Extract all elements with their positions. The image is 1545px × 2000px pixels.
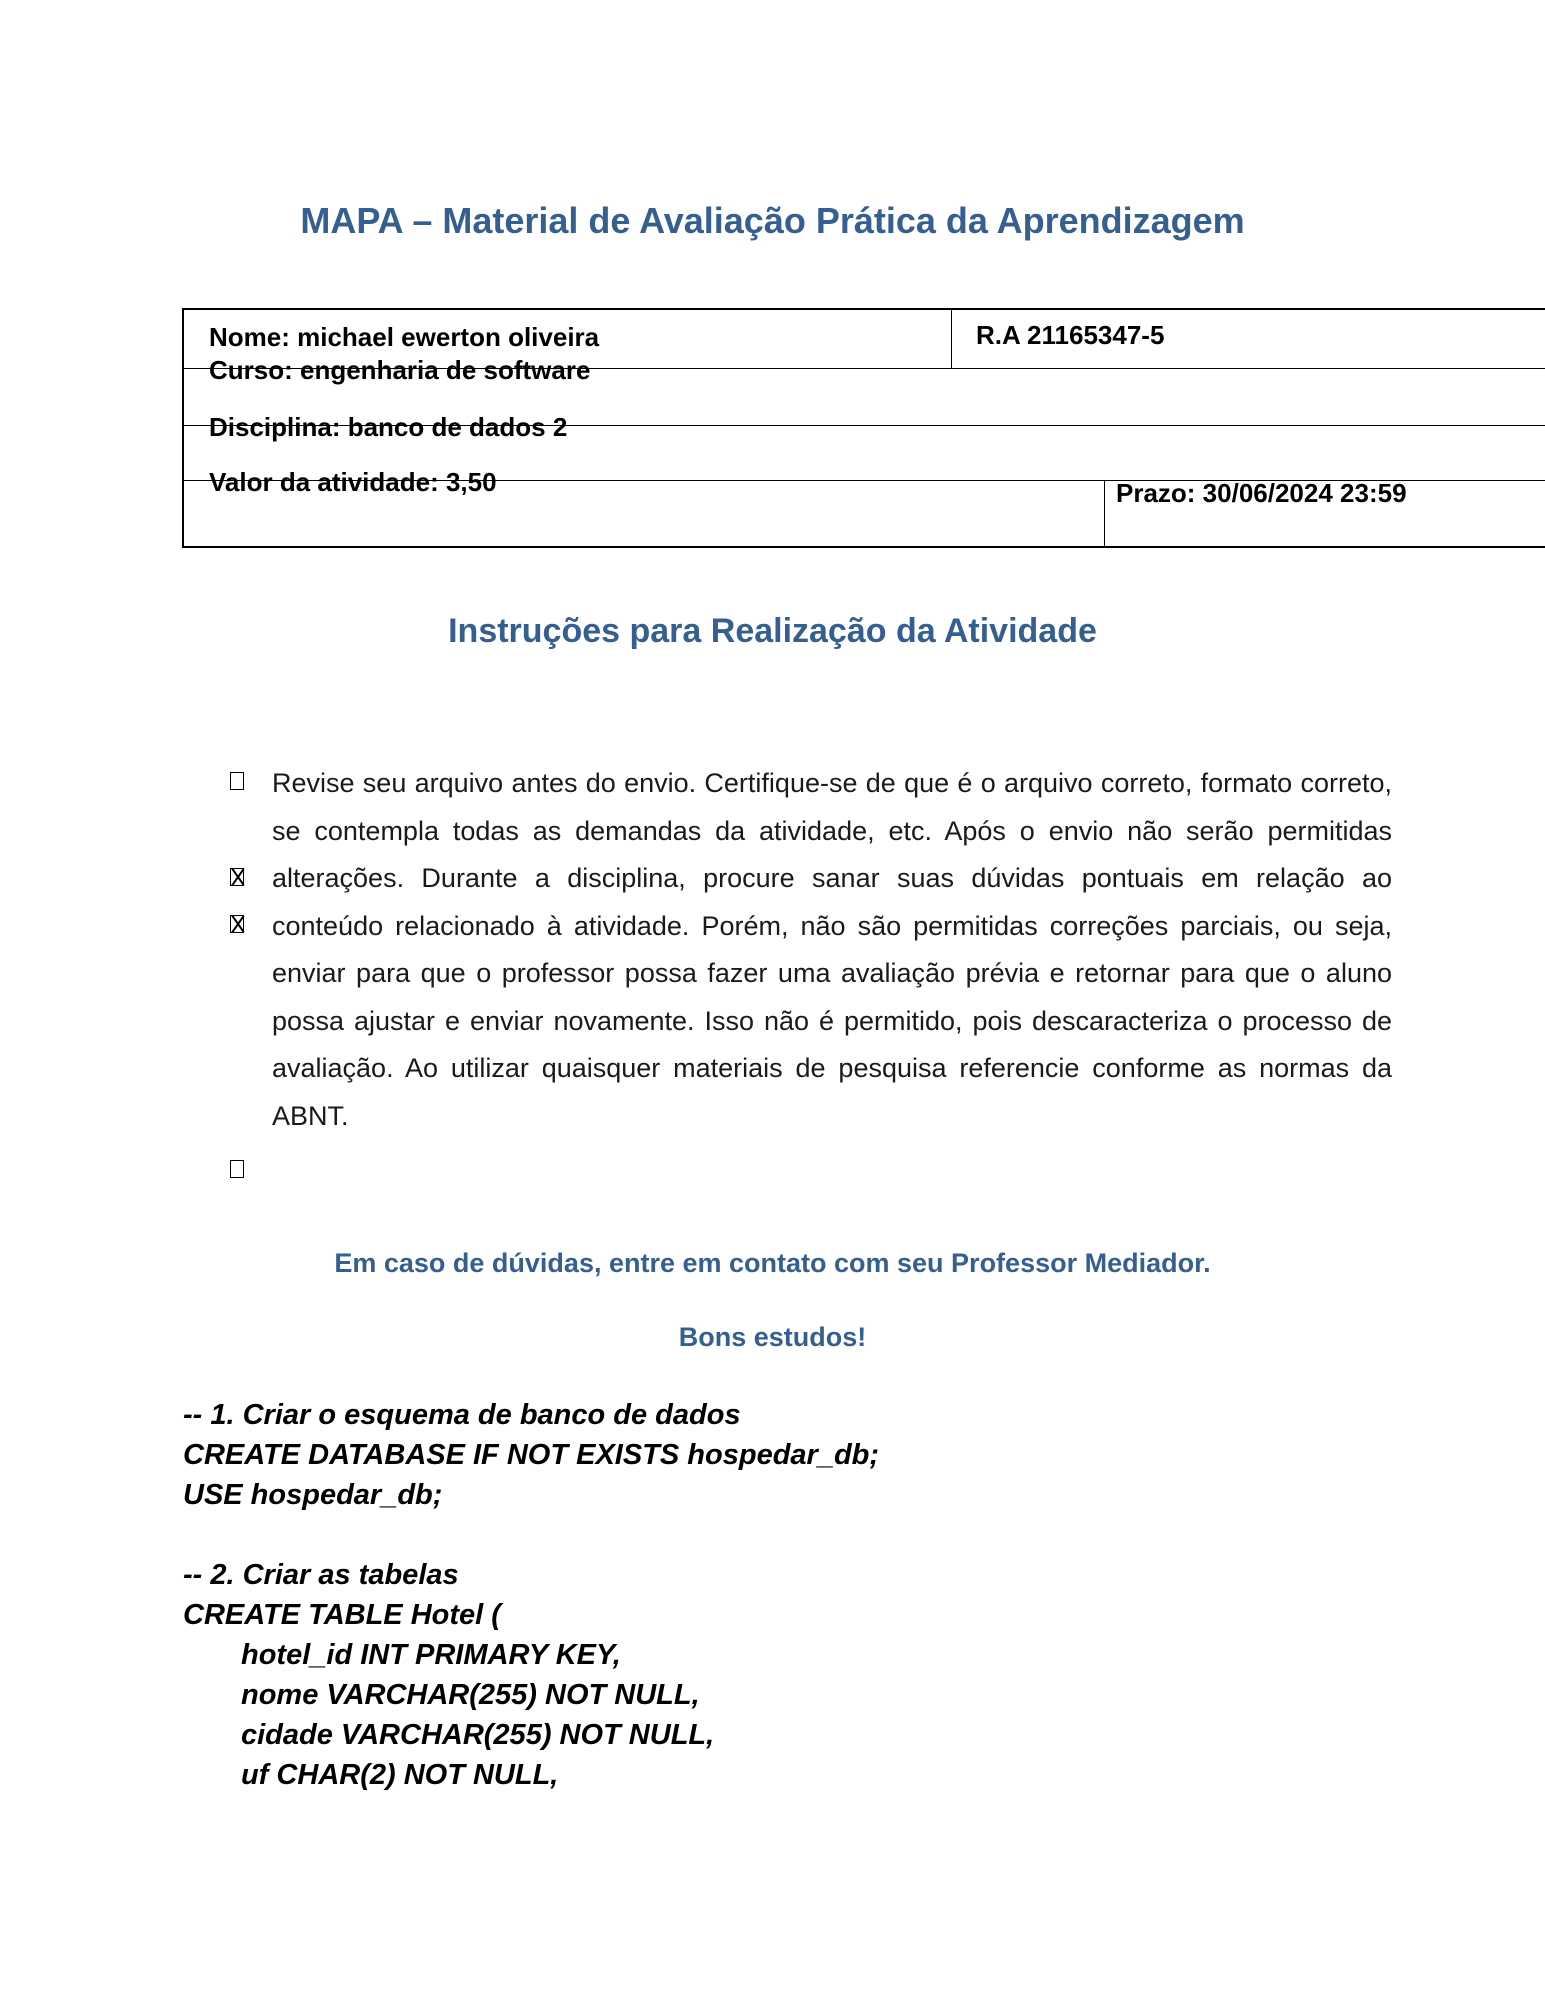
instructions-text: Revise seu arquivo antes do envio. Certifique-se de que é o arquivo correto, formato correto, se contempla todas as demandas da atividade, etc. Após o envio não serão permitidas alterações. Durante a disciplina, procure sanar suas dúvidas pontuais em relação ao conteúdo relacionado à atividade. Porém, não são permitidas correções parciais, ou seja, enviar para que o professor possa fazer uma avaliação prévia e retornar para que o aluno possa ajustar e enviar novamente. Isso não é permitido, pois descaracteriza o processo de avaliação. Ao utilizar quaisquer materiais de pesquisa referencie conforme as normas da ABNT. [272, 768, 1392, 1131]
course-name: Curso: engenharia de software [209, 355, 591, 385]
code-comment: -- 2. Criar as tabelas [183, 1559, 459, 1591]
student-name: Nome: michael ewerton oliveira [209, 322, 600, 352]
code-line: hotel_id INT PRIMARY KEY, [241, 1639, 621, 1671]
contact-note: Em caso de dúvidas, entre em contato com seu Professor Mediador. [334, 1248, 1211, 1278]
student-ra: R.A 21165347-5 [976, 320, 1165, 350]
student-info-table [182, 308, 1545, 548]
instructions-heading: Instruções para Realização da Atividade [448, 612, 1097, 650]
code-line: USE hospedar_db; [183, 1479, 443, 1511]
checkbox-bullet-icon [230, 772, 244, 790]
code-line: cidade VARCHAR(255) NOT NULL, [241, 1719, 715, 1751]
table-column-divider [1104, 480, 1105, 548]
code-line: nome VARCHAR(255) NOT NULL, [241, 1679, 700, 1711]
crossed-box-bullet-icon [230, 915, 244, 933]
code-blank-line [183, 1515, 879, 1555]
code-line: uf CHAR(2) NOT NULL, [241, 1759, 559, 1791]
table-column-divider [951, 310, 952, 368]
crossed-box-bullet-icon [230, 868, 244, 886]
closing-note: Bons estudos! [678, 1322, 867, 1352]
code-comment: -- 1. Criar o esquema de banco de dados [183, 1399, 741, 1431]
checkbox-bullet-icon [230, 1160, 244, 1178]
document-title: MAPA – Material de Avaliação Prática da Aprendizagem [300, 200, 1245, 241]
code-line: CREATE TABLE Hotel ( [183, 1599, 501, 1631]
activity-value: Valor da atividade: 3,50 [209, 467, 497, 497]
discipline-name: Disciplina: banco de dados 2 [209, 412, 568, 442]
deadline: Prazo: 30/06/2024 23:59 [1116, 478, 1407, 508]
code-line: CREATE DATABASE IF NOT EXISTS hospedar_db; [183, 1439, 880, 1471]
sql-code-block [183, 1395, 879, 1795]
